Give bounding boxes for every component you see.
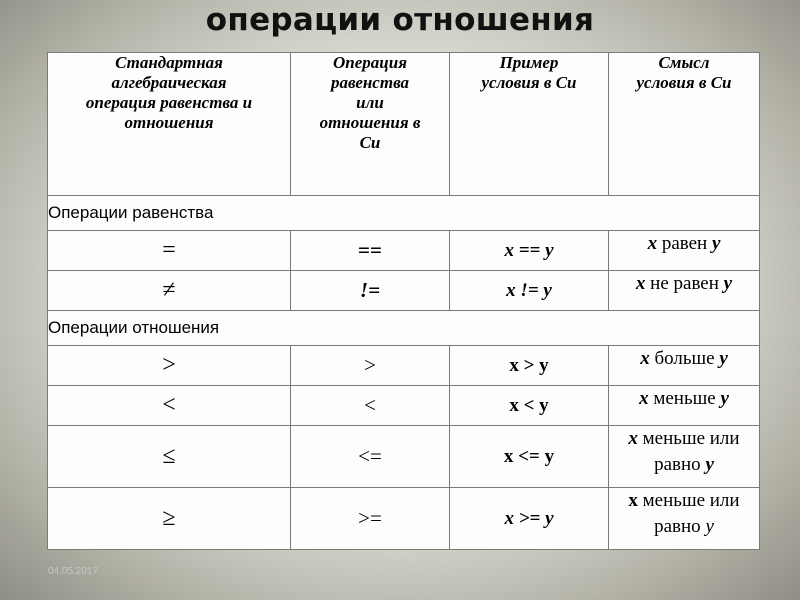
c-operator: > [291, 346, 450, 386]
c-example: x != y [450, 271, 609, 311]
math-symbol: ≥ [48, 488, 291, 550]
c-operator: != [291, 271, 450, 311]
slide-date: 04.05.2017 [48, 566, 99, 577]
meaning: x не равен y [609, 271, 760, 311]
table-row [48, 271, 760, 311]
table-row [48, 426, 760, 488]
header-row [48, 53, 760, 196]
header-c-operator: Операция равенства или отношения в Си [291, 53, 450, 196]
table-row [48, 488, 760, 550]
slide-title: операции отношения [205, 2, 595, 38]
c-example: x < y [450, 386, 609, 426]
section-title: Операции равенства [48, 196, 760, 231]
table-row [48, 386, 760, 426]
section-row-relational [48, 311, 760, 346]
header-standard-algebraic: Стандартная алгебраическая операция равенства и отношения [48, 53, 291, 196]
meaning: x меньше y [609, 386, 760, 426]
meaning: x больше y [609, 346, 760, 386]
c-operator: <= [291, 426, 450, 488]
section-row-equality [48, 196, 760, 231]
c-example: x > y [450, 346, 609, 386]
c-example: x >= y [450, 488, 609, 550]
meaning: x равен y [609, 231, 760, 271]
section-title: Операции отношения [48, 311, 760, 346]
c-example: x == y [450, 231, 609, 271]
c-example: x <= y [450, 426, 609, 488]
math-symbol: = [48, 231, 291, 271]
c-operator: < [291, 386, 450, 426]
math-symbol: ≤ [48, 426, 291, 488]
meaning: x меньше или равно y [609, 426, 760, 488]
math-symbol: ≠ [48, 271, 291, 311]
c-operator: >= [291, 488, 450, 550]
operators-table [47, 52, 760, 550]
math-symbol: < [48, 386, 291, 426]
header-meaning: Смысл условия в Си [609, 53, 760, 196]
table-row [48, 346, 760, 386]
table-row [48, 231, 760, 271]
math-symbol: > [48, 346, 291, 386]
meaning: x меньше или равно y [609, 488, 760, 550]
header-c-example: Пример условия в Си [450, 53, 609, 196]
c-operator: == [291, 231, 450, 271]
